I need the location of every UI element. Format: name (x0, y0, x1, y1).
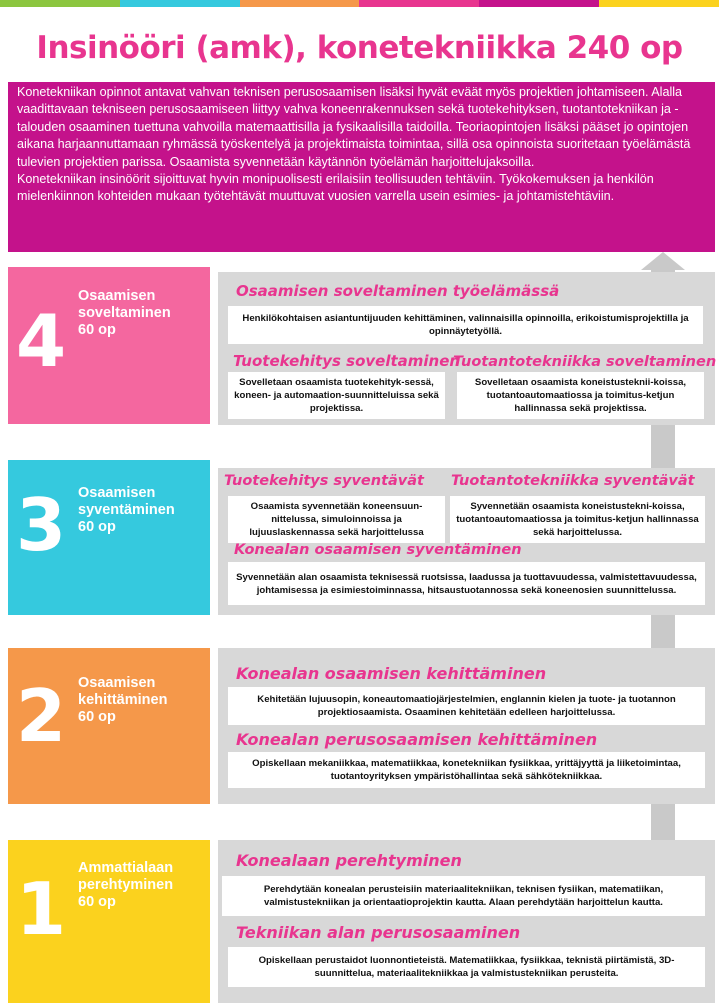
level-label: Osaamisen kehittäminen 60 op (78, 675, 168, 725)
level-label: Osaamisen syventäminen 60 op (78, 485, 175, 535)
color-strip (0, 0, 719, 7)
page-title: Insinööri (amk), konetekniikka 240 op (36, 30, 683, 66)
section-text: Syvennetään osaamista koneistustekni-koissa, tuotantoautomaatiossa ja toimitus-ketjun hallinnassa sekä harjoittelussa. (450, 496, 705, 543)
section-text: Henkilökohtaisen asiantuntijuuden kehittäminen, valinnaisilla opinnoilla, erikoistumisprojektilla ja opinnäytetyöllä. (228, 306, 703, 344)
section-text: Syvennetään alan osaamista teknisessä ruotsissa, laadussa ja tuottavuudessa, valmistettavuudessa, johtamisessa ja esimiestoiminnassa, hitsaustuotannossa sekä koneenosien suunnittelussa. (228, 562, 705, 605)
section-heading: Tekniikan alan perusosaaminen (236, 923, 521, 942)
section-heading: Tuotantotekniikka soveltaminen (453, 354, 717, 370)
level-number: 3 (16, 483, 67, 567)
level-label: Ammattialaan perehtyminen 60 op (78, 860, 174, 910)
strip-segment (240, 0, 360, 7)
section-heading: Konealaan perehtyminen (236, 851, 462, 870)
strip-segment (599, 0, 719, 7)
section-text: Opiskellaan perustaidot luonnontieteistä. Matematiikkaa, fysiikkaa, teknistä piirtämistä, 3D-suunnittelua, materiaalitekniikkaa ja valmistustekniikan perusteita. (228, 947, 705, 987)
intro-box (8, 82, 715, 252)
section-heading: Tuotekehitys soveltaminen (233, 352, 461, 370)
section-text: Osaamista syvennetään koneensuun-nittelussa, simuloinnoissa ja lujuuslaskennassa sekä harjoittelussa (228, 496, 445, 543)
section-text: Sovelletaan osaamista koneistusteknii-koissa, tuotantoautomaatiossa ja toimitus-ketjun hallinnassa sekä projektissa. (457, 372, 704, 419)
level-label: Osaamisen soveltaminen 60 op (78, 288, 171, 338)
section-heading: Konealan osaamisen kehittäminen (236, 664, 547, 683)
section-text: Perehdytään konealan perusteisiin materiaalitekniikan, teknisen fysiikan, matematiikan, valmistustekniikan ja orientaatioprojektin kautta. Alaan perehdytään harjoittelun kautta. (222, 876, 705, 916)
section-heading: Tuotekehitys syventävät (224, 473, 424, 489)
intro-paragraph-2: Konetekniikan insinöörit sijoittuvat hyvin monipuolisesti erilaisiin teollisuuden tehtäviin. Työkokemuksen ja henkilön mielenkiinnon kohteiden mukaan työtehtävät muuttuvat vuosien varrella usein esimies- ja johtamistehtäviin. (17, 172, 654, 204)
level-3-badge (8, 460, 210, 615)
level-2-badge (8, 648, 210, 804)
level-2-panel (218, 648, 715, 804)
level-3-panel (218, 468, 715, 615)
section-heading: Tuotantotekniikka syventävät (451, 473, 695, 489)
section-heading: Konealan perusosaamisen kehittäminen (236, 730, 598, 749)
level-1-panel (218, 840, 715, 1003)
section-text: Opiskellaan mekaniikkaa, matematiikkaa, konetekniikan fysiikkaa, yrittäjyyttä ja liiketoimintaa, tuotantoyrityksen ympäristöhallintaa sekä sähkötekniikkaa. (228, 752, 705, 788)
section-text: Kehitetään lujuusopin, koneautomaatiojärjestelmien, englannin kielen ja tuote- ja tuotannon projektiosaamista. Osaaminen kehitetään edelleen harjoittelussa. (228, 687, 705, 725)
level-4-badge (8, 267, 210, 424)
section-heading: Konealan osaamisen syventäminen (234, 542, 522, 558)
level-number: 2 (16, 674, 67, 758)
level-1-badge (8, 840, 210, 1003)
strip-segment (479, 0, 599, 7)
section-text: Sovelletaan osaamista tuotekehityk-sessä, koneen- ja automaation-suunnitteluissa sekä projektissa. (228, 372, 445, 419)
strip-segment (120, 0, 240, 7)
intro-paragraph-1: Konetekniikan opinnot antavat vahvan teknisen perusosaamisen lisäksi hyvät eväät myös projektien johtamiseen. Alalla vaadittavaan tekniseen perusosaamiseen liittyy vahva koneenrakennuksen sekä tuotekehityksen, tuotantotekniikan ja -talouden osaaminen tuettuna vahvoilla matemaattisilla ja fysikaalisilla taidoilla. Teoriaopintojen lisäksi pääset jo opintojen aikana harjaannuttamaan ryhmässä työskentelyä ja projektimaista toimintaa, sillä osa opinnoista suoritetaan työelämästä tulevien projektien parissa. Osaamista syvennetään käytännön työelämän harjoittelujaksoilla. (17, 85, 691, 169)
level-number: 4 (16, 299, 67, 383)
level-number: 1 (16, 867, 67, 951)
section-heading: Osaamisen soveltaminen työelämässä (236, 282, 560, 300)
level-4-panel (218, 272, 715, 425)
strip-segment (0, 0, 120, 7)
strip-segment (359, 0, 479, 7)
